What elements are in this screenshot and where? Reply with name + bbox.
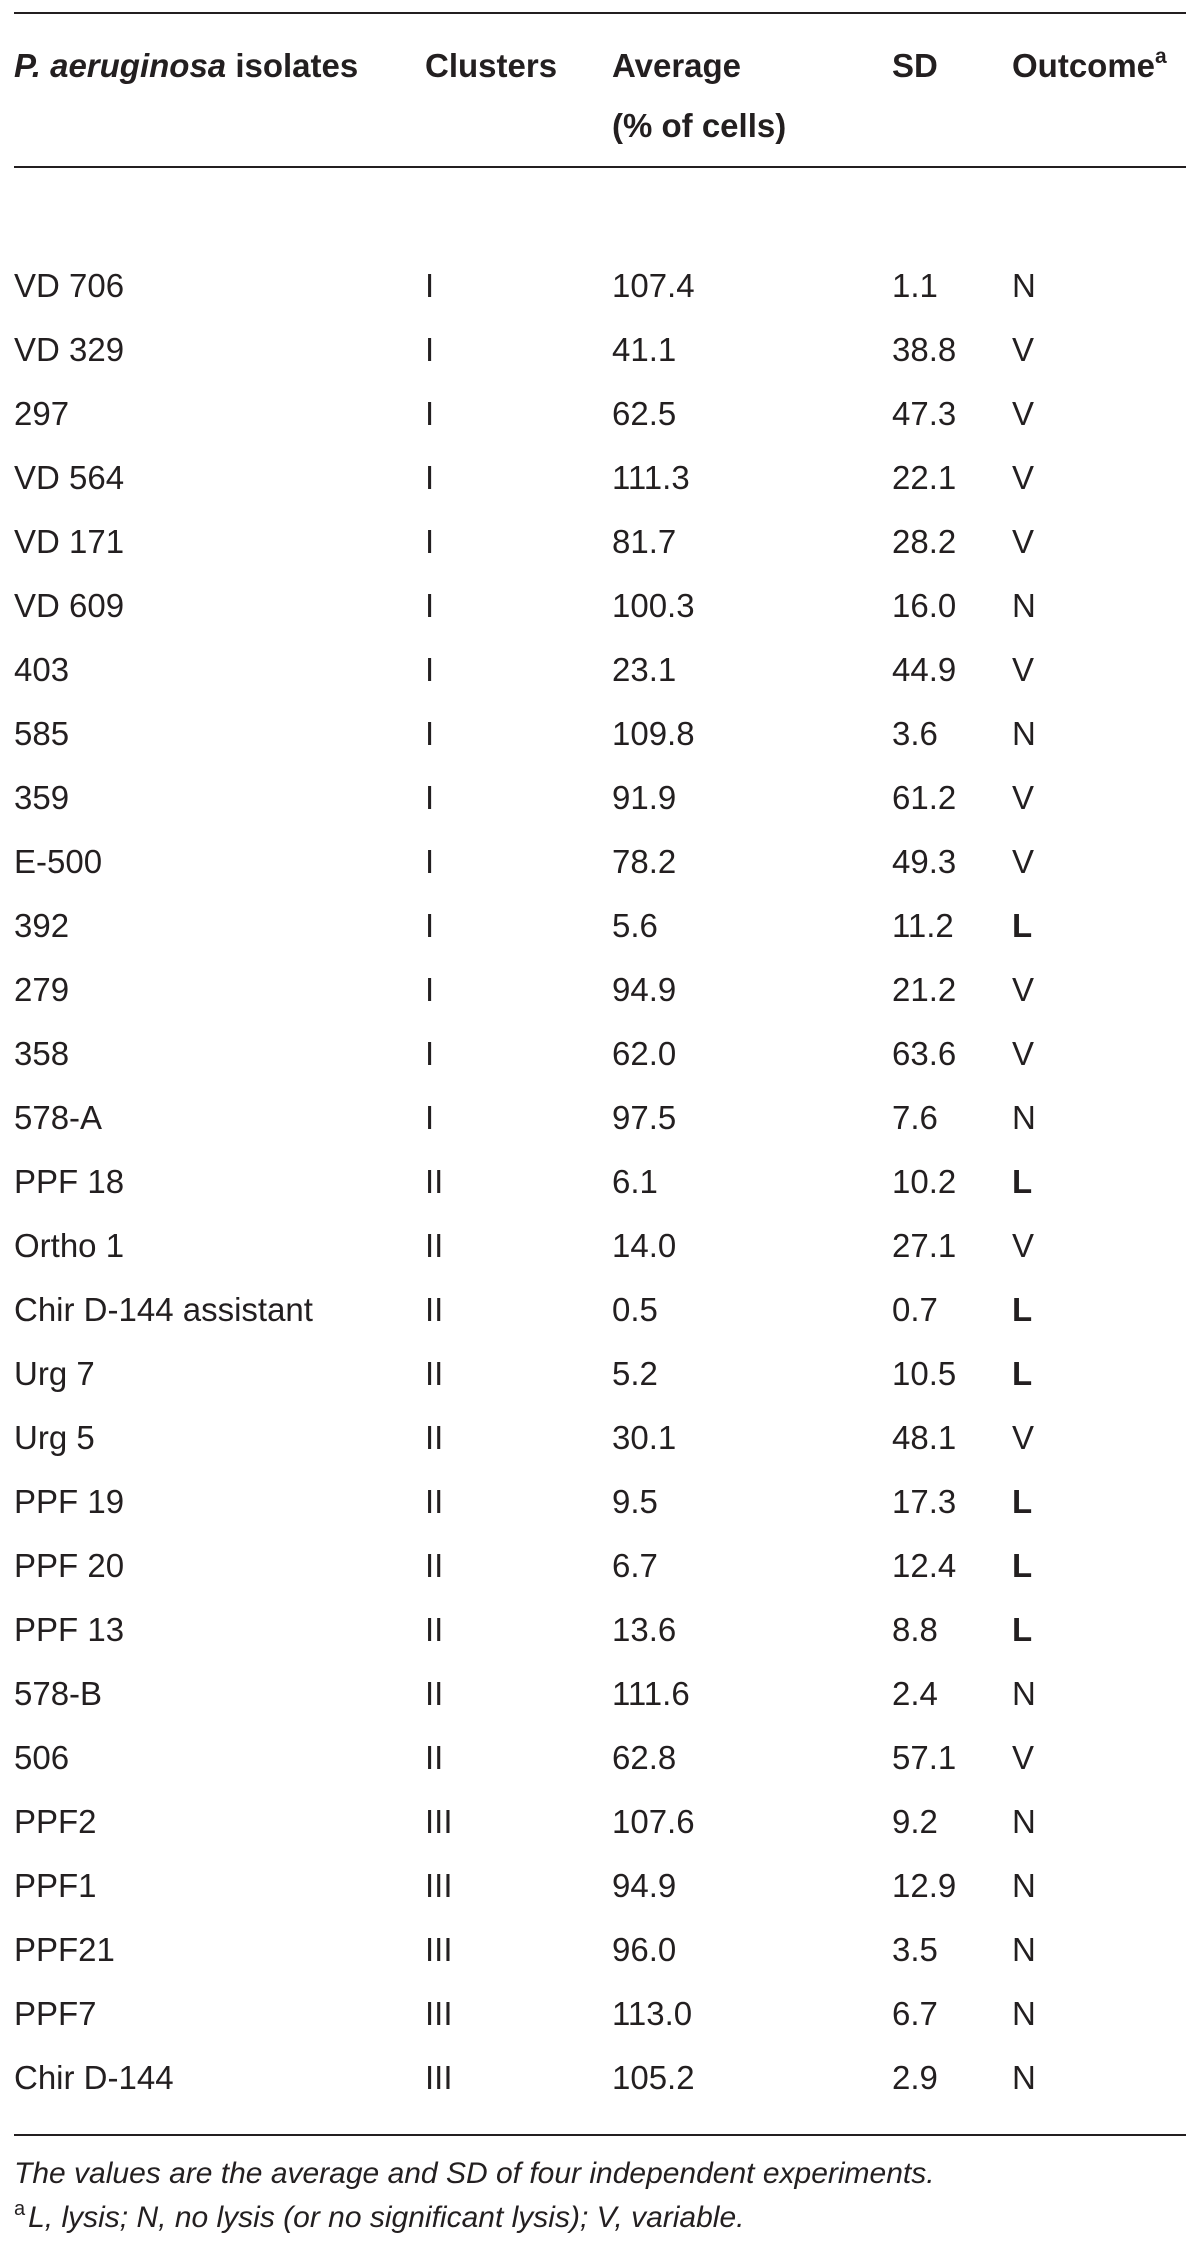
cell-sd: 16.0 (892, 587, 957, 624)
cell-cluster: I (425, 331, 435, 368)
cell-isolate: PPF21 (14, 1931, 115, 1968)
cell-cluster: III (425, 1867, 453, 1904)
header-clusters: Clusters (425, 47, 558, 84)
cell-cluster: I (425, 651, 435, 688)
cell-cluster: I (425, 267, 435, 304)
header-outcome-footnote-mark: a (1155, 45, 1167, 68)
cell-isolate: VD 564 (14, 459, 125, 496)
cell-cluster: I (425, 395, 435, 432)
cell-cluster: II (425, 1611, 444, 1648)
cell-average: 62.0 (612, 1035, 677, 1072)
cell-sd: 1.1 (892, 267, 938, 304)
table-row (0, 1534, 1200, 1598)
cell-sd: 10.2 (892, 1163, 957, 1200)
table-row (0, 1598, 1200, 1662)
cell-cluster: III (425, 1803, 453, 1840)
table-row (0, 1150, 1200, 1214)
header-outcome (1012, 36, 1167, 101)
table-row (0, 1342, 1200, 1406)
cell-average: 94.9 (612, 971, 677, 1008)
cell-cluster: III (425, 1931, 453, 1968)
cell-isolate: Urg 7 (14, 1355, 95, 1392)
cell-cluster: II (425, 1291, 444, 1328)
cell-average: 6.1 (612, 1163, 658, 1200)
cell-sd: 3.5 (892, 1931, 938, 1968)
cell-average: 81.7 (612, 523, 677, 560)
cell-isolate: PPF7 (14, 1995, 97, 2032)
footnote-outcome-legend (14, 2196, 744, 2243)
table-body (0, 254, 1200, 2110)
cell-isolate: Ortho 1 (14, 1227, 125, 1264)
cell-average: 41.1 (612, 331, 677, 368)
cell-cluster: II (425, 1355, 444, 1392)
cell-outcome: N (1012, 715, 1036, 752)
cell-cluster: III (425, 2059, 453, 2096)
cell-outcome: N (1012, 1995, 1036, 2032)
cell-average: 5.6 (612, 907, 658, 944)
cell-sd: 63.6 (892, 1035, 957, 1072)
cell-cluster: II (425, 1227, 444, 1264)
table-row (0, 702, 1200, 766)
cell-outcome: V (1012, 459, 1035, 496)
cell-sd: 38.8 (892, 331, 957, 368)
table-row (0, 1918, 1200, 1982)
table-row (0, 1726, 1200, 1790)
cell-sd: 47.3 (892, 395, 957, 432)
cell-outcome: N (1012, 587, 1036, 624)
table-row (0, 318, 1200, 382)
cell-isolate: 359 (14, 779, 70, 816)
table-row (0, 1854, 1200, 1918)
cell-isolate: 358 (14, 1035, 70, 1072)
cell-sd: 7.6 (892, 1099, 938, 1136)
cell-outcome: L (1012, 1611, 1033, 1648)
cell-sd: 6.7 (892, 1995, 938, 2032)
table-top-rule (14, 12, 1186, 14)
cell-sd: 49.3 (892, 843, 957, 880)
table-row (0, 1662, 1200, 1726)
cell-sd: 61.2 (892, 779, 957, 816)
cell-isolate: Urg 5 (14, 1419, 95, 1456)
cell-outcome: V (1012, 1419, 1035, 1456)
cell-cluster: I (425, 587, 435, 624)
cell-cluster: I (425, 843, 435, 880)
cell-sd: 21.2 (892, 971, 957, 1008)
cell-sd: 17.3 (892, 1483, 957, 1520)
table-row (0, 254, 1200, 318)
cell-outcome: V (1012, 843, 1035, 880)
cell-cluster: II (425, 1419, 444, 1456)
cell-outcome: N (1012, 267, 1036, 304)
cell-outcome: L (1012, 1547, 1033, 1584)
cell-isolate: PPF1 (14, 1867, 97, 1904)
cell-average: 30.1 (612, 1419, 677, 1456)
footnote-outcome-text: L, lysis; N, no lysis (or no significant lysis); V, variable. (28, 2201, 745, 2234)
cell-average: 14.0 (612, 1227, 677, 1264)
cell-isolate: PPF 18 (14, 1163, 125, 1200)
table-row (0, 1214, 1200, 1278)
cell-average: 105.2 (612, 2059, 695, 2096)
table-row (0, 382, 1200, 446)
cell-outcome: V (1012, 523, 1035, 560)
cell-sd: 2.4 (892, 1675, 938, 1712)
cell-cluster: I (425, 1099, 435, 1136)
cell-outcome: V (1012, 1739, 1035, 1776)
cell-average: 0.5 (612, 1291, 658, 1328)
table-bottom-rule (14, 2134, 1186, 2136)
cell-isolate: Chir D-144 (14, 2059, 174, 2096)
cell-cluster: II (425, 1739, 444, 1776)
cell-cluster: II (425, 1483, 444, 1520)
cell-cluster: I (425, 1035, 435, 1072)
header-isolates-label: isolates (226, 47, 359, 84)
cell-average: 107.6 (612, 1803, 695, 1840)
table-row (0, 2046, 1200, 2110)
cell-isolate: VD 609 (14, 587, 125, 624)
cell-isolate: PPF 13 (14, 1611, 125, 1648)
table-row (0, 1790, 1200, 1854)
cell-sd: 2.9 (892, 2059, 938, 2096)
table-row (0, 1278, 1200, 1342)
cell-sd: 44.9 (892, 651, 957, 688)
header-sd: SD (892, 47, 938, 84)
cell-average: 23.1 (612, 651, 677, 688)
cell-cluster: I (425, 459, 435, 496)
cell-isolate: PPF2 (14, 1803, 97, 1840)
cell-average: 111.6 (612, 1675, 690, 1712)
header-average (612, 36, 786, 156)
cell-outcome: V (1012, 1035, 1035, 1072)
header-isolates (14, 36, 358, 96)
table-row (0, 574, 1200, 638)
cell-outcome: N (1012, 2059, 1036, 2096)
cell-average: 100.3 (612, 587, 695, 624)
header-outcome-label: Outcome (1012, 47, 1156, 84)
cell-average: 97.5 (612, 1099, 677, 1136)
cell-cluster: I (425, 715, 435, 752)
cell-outcome: N (1012, 1675, 1036, 1712)
cell-outcome: L (1012, 1483, 1033, 1520)
cell-outcome: V (1012, 395, 1035, 432)
cell-isolate: VD 329 (14, 331, 125, 368)
cell-sd: 48.1 (892, 1419, 957, 1456)
cell-outcome: V (1012, 331, 1035, 368)
table-row (0, 638, 1200, 702)
cell-sd: 8.8 (892, 1611, 938, 1648)
table-row (0, 894, 1200, 958)
footnote-values: The values are the average and SD of four independent experiments. (14, 2157, 935, 2190)
cell-outcome: V (1012, 1227, 1035, 1264)
cell-sd: 10.5 (892, 1355, 957, 1392)
cell-isolate: VD 171 (14, 523, 125, 560)
cell-cluster: II (425, 1163, 444, 1200)
cell-outcome: V (1012, 651, 1035, 688)
cell-average: 5.2 (612, 1355, 658, 1392)
cell-average: 6.7 (612, 1547, 658, 1584)
cell-outcome: L (1012, 1355, 1033, 1392)
table-row (0, 446, 1200, 510)
cell-outcome: V (1012, 971, 1035, 1008)
cell-isolate: 578-B (14, 1675, 103, 1712)
cell-isolate: 297 (14, 395, 70, 432)
table-row (0, 958, 1200, 1022)
table-row (0, 766, 1200, 830)
cell-cluster: I (425, 907, 435, 944)
cell-isolate: E-500 (14, 843, 103, 880)
cell-sd: 28.2 (892, 523, 957, 560)
cell-isolate: 585 (14, 715, 70, 752)
cell-average: 91.9 (612, 779, 677, 816)
table-header-rule (14, 166, 1186, 168)
table-row (0, 1982, 1200, 2046)
cell-sd: 0.7 (892, 1291, 938, 1328)
cell-isolate: PPF 19 (14, 1483, 125, 1520)
header-average-line2: (% of cells) (612, 107, 787, 144)
header-species: P. aeruginosa (14, 47, 227, 84)
cell-cluster: I (425, 779, 435, 816)
cell-outcome: V (1012, 779, 1035, 816)
cell-sd: 12.4 (892, 1547, 957, 1584)
cell-cluster: I (425, 523, 435, 560)
cell-sd: 12.9 (892, 1867, 957, 1904)
cell-average: 109.8 (612, 715, 695, 752)
cell-average: 13.6 (612, 1611, 677, 1648)
header-average-line1: Average (612, 47, 742, 84)
cell-average: 62.8 (612, 1739, 677, 1776)
cell-sd: 27.1 (892, 1227, 957, 1264)
cell-sd: 9.2 (892, 1803, 938, 1840)
cell-sd: 3.6 (892, 715, 938, 752)
cell-average: 78.2 (612, 843, 677, 880)
cell-cluster: II (425, 1675, 444, 1712)
cell-average: 111.3 (612, 459, 690, 496)
cell-outcome: N (1012, 1931, 1036, 1968)
cell-isolate: 506 (14, 1739, 70, 1776)
cell-sd: 11.2 (892, 907, 954, 944)
cell-isolate: Chir D-144 assistant (14, 1291, 313, 1328)
cell-isolate: PPF 20 (14, 1547, 125, 1584)
cell-cluster: III (425, 1995, 453, 2032)
cell-average: 9.5 (612, 1483, 658, 1520)
cell-cluster: I (425, 971, 435, 1008)
table-row (0, 1086, 1200, 1150)
cell-isolate: 403 (14, 651, 70, 688)
cell-average: 62.5 (612, 395, 677, 432)
table-row (0, 1470, 1200, 1534)
cell-average: 113.0 (612, 1995, 693, 2032)
table-row (0, 830, 1200, 894)
cell-outcome: N (1012, 1867, 1036, 1904)
cell-outcome: L (1012, 1163, 1033, 1200)
cell-outcome: N (1012, 1099, 1036, 1136)
footnote-mark: a (14, 2198, 26, 2220)
cell-average: 107.4 (612, 267, 695, 304)
cell-average: 96.0 (612, 1931, 677, 1968)
cell-sd: 57.1 (892, 1739, 957, 1776)
cell-isolate: 578-A (14, 1099, 103, 1136)
table-row (0, 1406, 1200, 1470)
cell-outcome: L (1012, 1291, 1033, 1328)
cell-outcome: L (1012, 907, 1033, 944)
table-row (0, 1022, 1200, 1086)
table-row (0, 510, 1200, 574)
cell-cluster: II (425, 1547, 444, 1584)
cell-isolate: VD 706 (14, 267, 125, 304)
cell-sd: 22.1 (892, 459, 957, 496)
cell-isolate: 279 (14, 971, 70, 1008)
cell-isolate: 392 (14, 907, 70, 944)
cell-outcome: N (1012, 1803, 1036, 1840)
cell-average: 94.9 (612, 1867, 677, 1904)
